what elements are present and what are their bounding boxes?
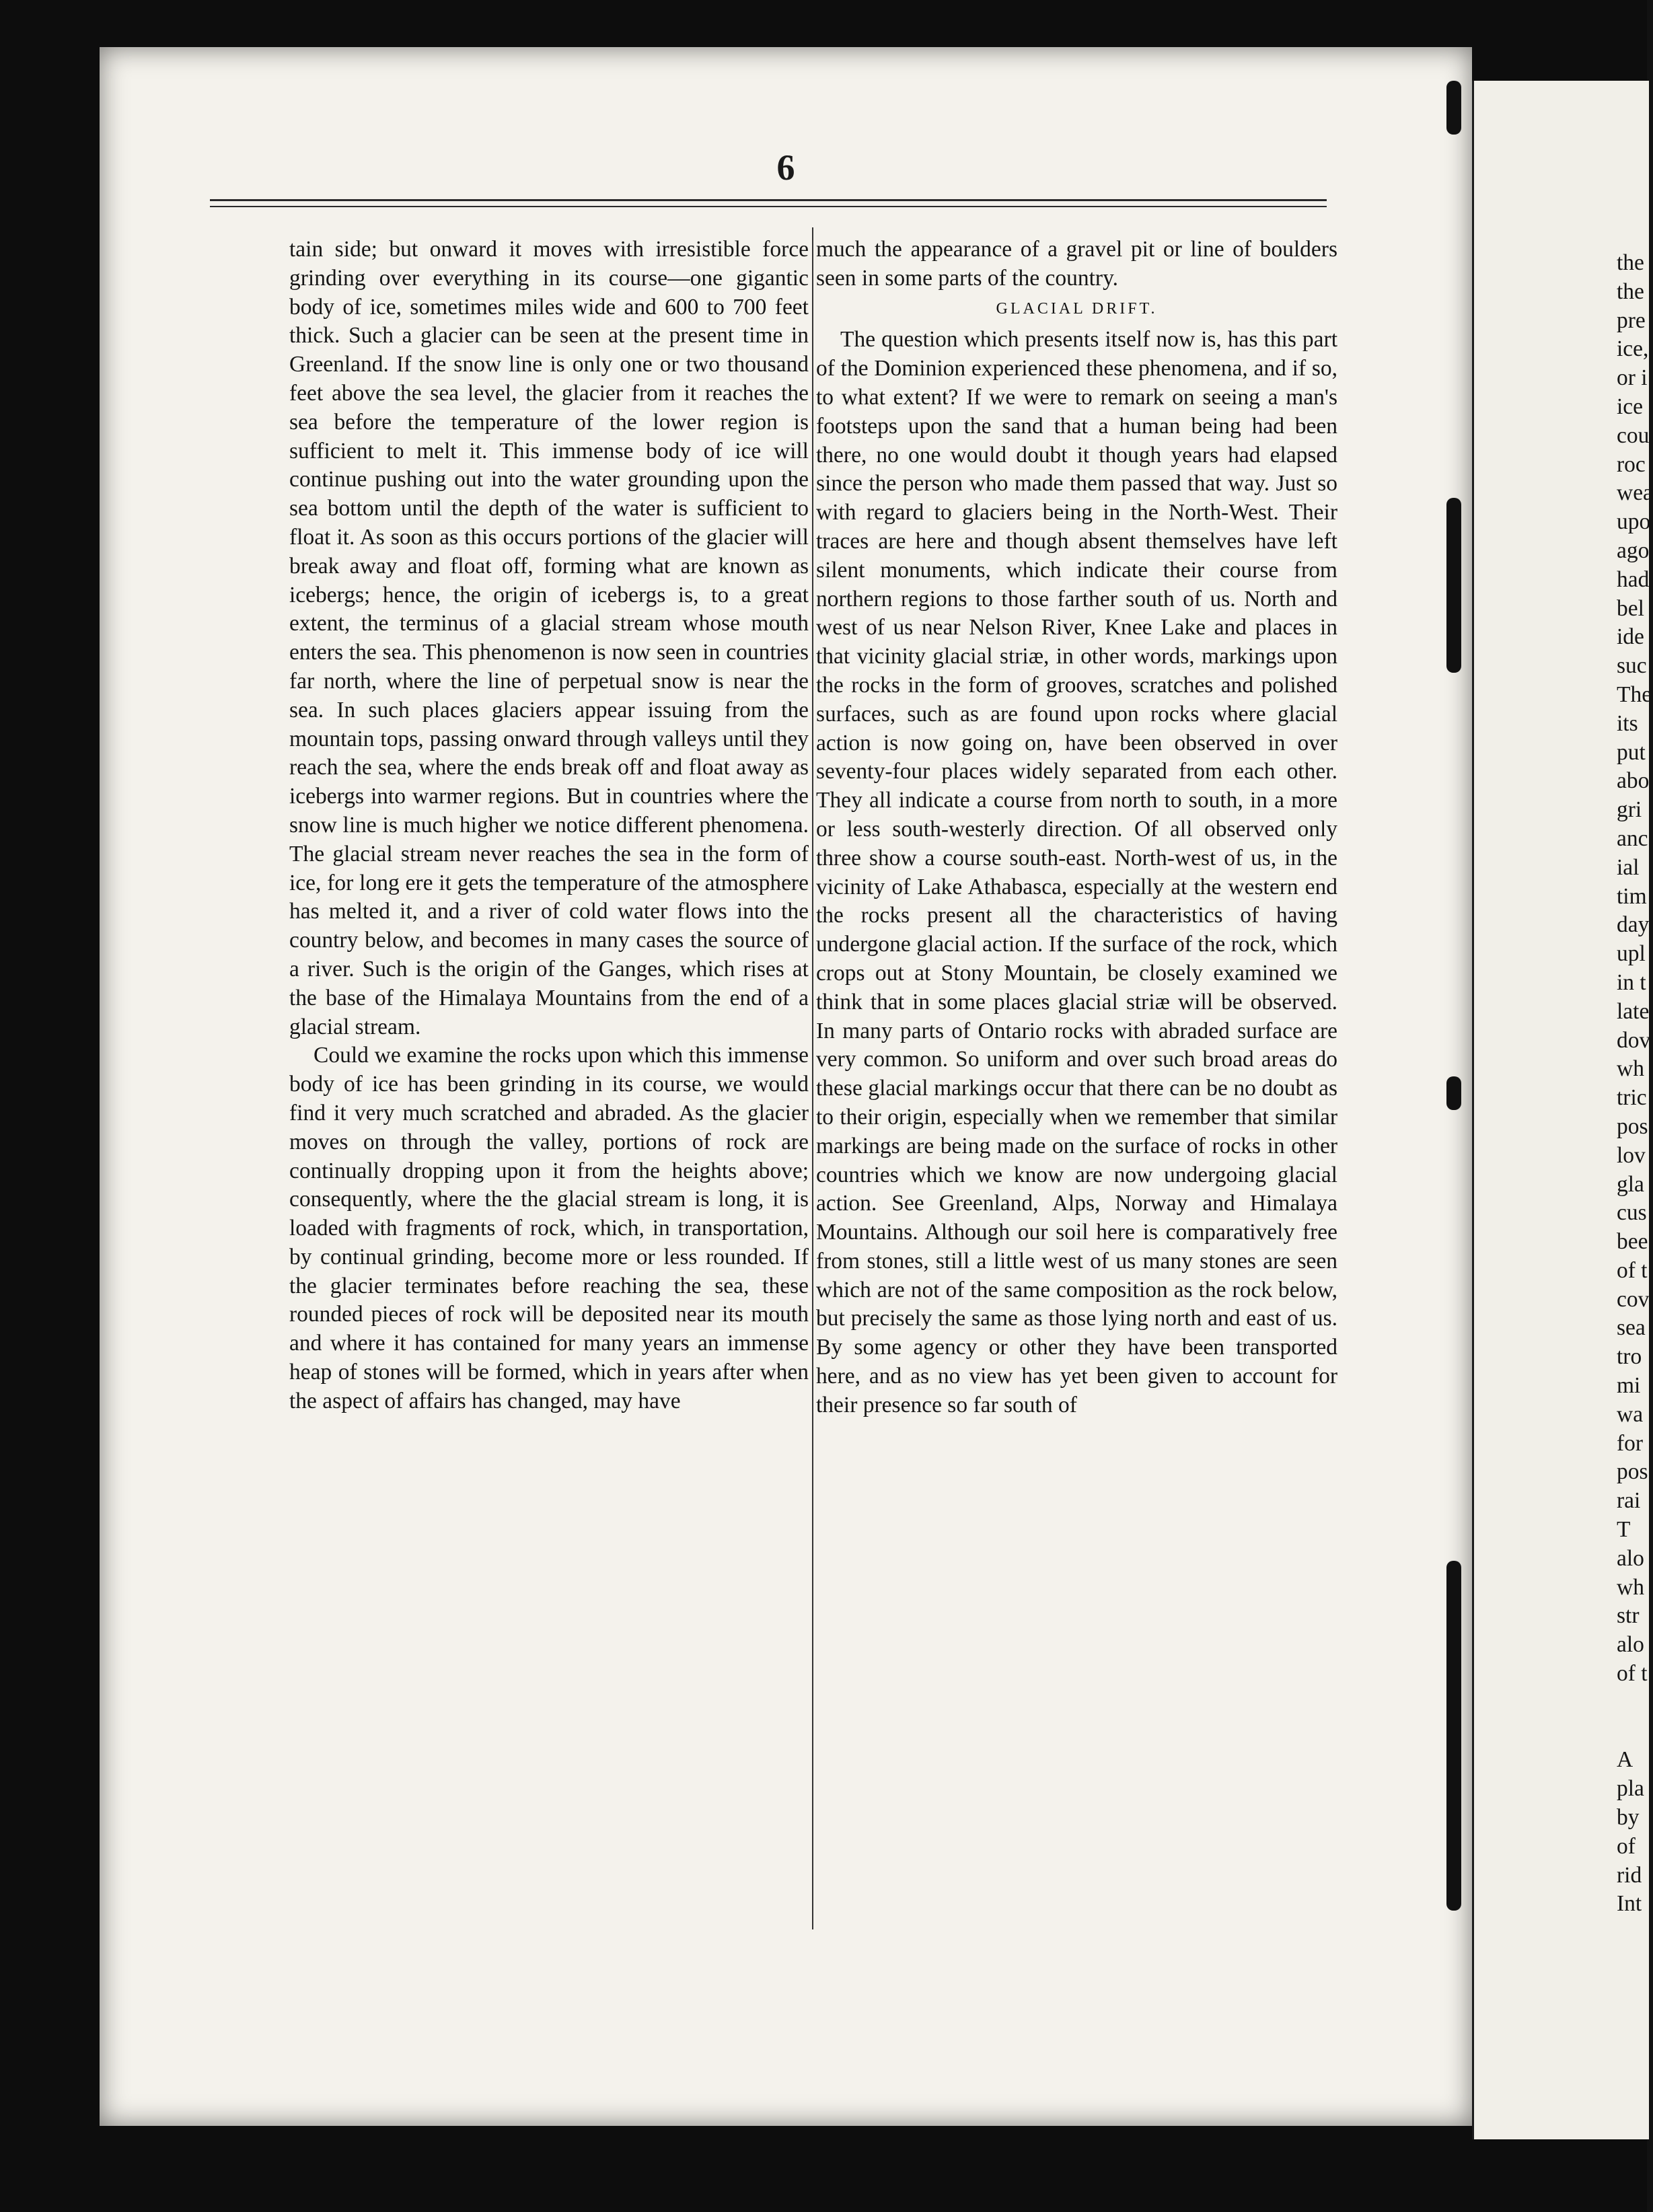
binding-stitch bbox=[1446, 81, 1461, 135]
header-rule-top bbox=[210, 199, 1327, 201]
facing-page-fragment: wh bbox=[1617, 1056, 1644, 1082]
facing-page-fragment: cov bbox=[1617, 1286, 1650, 1312]
paragraph-rock-examination: Could we examine the rocks upon which this immense body of ice has been grinding in its course, we would find it very much scratched and abraded. As the glacier moves on through the valley, portions of rock are continually dropping upon it from the heights above; consequently, where the the glacial stream is long, it is loaded with fragments of rock, which, in transportation, by continual grinding, become more or less rounded. If the glacier terminates before reaching the sea, these rounded pieces of rock will be deposited near its mouth and where it has contained for many years an immense heap of stones will be formed, which in years after when the aspect of affairs has changed, may have bbox=[289, 1043, 809, 1413]
facing-page-fragment: of bbox=[1617, 1833, 1636, 1859]
facing-page-fragment: ial bbox=[1617, 854, 1640, 880]
facing-page-fragment: The bbox=[1617, 681, 1652, 707]
facing-page-fragment bbox=[1617, 1718, 1653, 1746]
facing-page-fragment: T bbox=[1617, 1517, 1631, 1543]
paragraph-continuation: much the appearance of a gravel pit or line of boulders seen in some parts of the country. bbox=[816, 237, 1337, 291]
facing-page-fragment: the bbox=[1617, 279, 1644, 304]
header-rule-bottom bbox=[210, 206, 1327, 207]
section-heading: GLACIAL DRIFT. bbox=[996, 299, 1158, 318]
facing-page-fragment: wea bbox=[1617, 480, 1653, 506]
facing-page-fragment: rid bbox=[1617, 1862, 1642, 1888]
facing-page-fragment: Int bbox=[1617, 1891, 1642, 1917]
facing-page-fragment: pos bbox=[1617, 1459, 1648, 1485]
binding-spine bbox=[1446, 81, 1467, 2032]
paragraph-glacial-drift: The question which presents itself now is, has this part of the Dominion experienced these phenomena, and if so, to what extent? If we were to remark on seeing a man's footsteps upon the sand that a human being had been there, no one would doubt it though years had elapsed since the person who made them passed that way. Just so with regard to glaciers being in the North-West. Their traces are here and though absent themselves have left silent monuments, which indicate their course from northern regions to those farther south of us. North and west of us near Nelson River, Knee Lake and places in that vicinity glacial striæ, in other words, markings upon the rocks in the form of grooves, scratches and polished surfaces, such as are found upon rocks where glacial action is now going on, have been observed in over seventy-four places widely separated from each other. They all indicate a course from north to south, in a more or less south-westerly direction. Of all observed only three show a course south-east. North-west of us, in the vicinity of Lake Athabasca, especially at the western end the rocks present all the characteristics of having undergone glacial action. If the surface of the rock, which crops out at Stony Mountain, be closely examined we think that in some places glacial striæ will be observed. In many parts of Ontario rocks with abraded surface are very common. So uniform and over such broad areas do these glacial markings occur that there can be no doubt as to their origin, especially when we remember that similar markings are being made on the surface of rocks in other countries which we know are now undergoing glacial action. See Greenland, Alps, Norway and Himalaya Mountains. Although our soil here is comparatively free from stones, still a little west of us many stones are seen which are not of the same composition as the rock below, but precisely the same as those lying north and east of us. By some agency or other they have been transported here, and as no view has yet been given to account for their presence so far south of bbox=[816, 327, 1337, 1417]
facing-page-fragment: in t bbox=[1617, 969, 1646, 995]
facing-page-fragment: dov bbox=[1617, 1027, 1651, 1053]
facing-page-fragment: by bbox=[1617, 1805, 1640, 1831]
facing-page-fragment: sea bbox=[1617, 1315, 1646, 1341]
facing-page-fragment: ice, bbox=[1617, 336, 1649, 362]
facing-page-fragment: upl bbox=[1617, 941, 1646, 967]
facing-page-fragment: of t bbox=[1617, 1257, 1648, 1283]
left-column bbox=[289, 235, 809, 1416]
facing-page-fragment: pre bbox=[1617, 307, 1646, 333]
right-column bbox=[816, 235, 1337, 1420]
facing-page-fragment bbox=[1617, 1689, 1653, 1718]
facing-page-fragment: of t bbox=[1617, 1661, 1648, 1687]
facing-page-fragment: for bbox=[1617, 1430, 1644, 1456]
facing-page-fragment: put bbox=[1617, 739, 1646, 765]
facing-page-fragment: lov bbox=[1617, 1142, 1646, 1168]
facing-page-fragment: tric bbox=[1617, 1085, 1647, 1111]
facing-page-fragment: bee bbox=[1617, 1229, 1648, 1255]
facing-page-fragment: upo bbox=[1617, 509, 1651, 535]
facing-page-fragment: late bbox=[1617, 998, 1650, 1024]
facing-page-fragment: tro bbox=[1617, 1344, 1642, 1370]
facing-page-fragment: pla bbox=[1617, 1776, 1644, 1802]
paragraph-glacier-movement: tain side; but onward it moves with irresistible force grinding over everything in its course—one gigantic body of ice, sometimes miles wide and 600 to 700 feet thick. Such a glacier can be seen at the present time in Greenland. If the snow line is only one or two thousand feet above the sea level, the glacier from it reaches the sea before the temperature of the lower region is sufficient to melt it. This immense body of ice will continue pushing out into the water grounding upon the sea bottom until the depth of the water is sufficient to float it. As soon as this occurs portions of the glacier will break away and float off, forming what are known as icebergs; hence, the origin of icebergs is, to a great extent, the terminus of a glacial stream whose mouth enters the sea. This phenomenon is now seen in countries far north, where the line of perpetual snow is near the sea. In such places glaciers appear issuing from the mountain tops, passing onward through valleys until they reach the sea, where the ends break off and float away as icebergs into warmer regions. But in countries where the snow line is much higher we notice different phenomena. The glacial stream never reaches the sea in the form of ice, for long ere it gets the temperature of the atmosphere has melted it, and a river of cold water flows into the country below, and becomes in many cases the source of a river. Such is the origin of the Ganges, which rises at the base of the Himalaya Mountains from the end of a glacial stream. bbox=[289, 237, 809, 1039]
facing-page-fragment: A bbox=[1617, 1747, 1633, 1773]
binding-stitch bbox=[1446, 498, 1461, 673]
binding-stitch bbox=[1446, 1561, 1461, 1911]
facing-page-fragment: the bbox=[1617, 250, 1644, 275]
facing-page-fragment: anc bbox=[1617, 825, 1648, 851]
facing-page-fragment: pos bbox=[1617, 1113, 1648, 1139]
column-divider bbox=[812, 227, 813, 1929]
facing-page-fragment: tim bbox=[1617, 883, 1647, 909]
facing-page-fragment: suc bbox=[1617, 653, 1647, 679]
binding-stitch bbox=[1446, 1076, 1461, 1110]
facing-page-fragment: had bbox=[1617, 566, 1650, 592]
facing-page-fragment: ice bbox=[1617, 394, 1644, 419]
facing-page-fragments bbox=[1617, 249, 1653, 1919]
facing-page-fragment: day bbox=[1617, 912, 1650, 938]
facing-page-fragment: gla bbox=[1617, 1171, 1644, 1197]
facing-page-fragment: gri bbox=[1617, 797, 1642, 823]
facing-page-fragment: cus bbox=[1617, 1200, 1647, 1226]
facing-page-fragment: mi bbox=[1617, 1373, 1641, 1399]
facing-page-fragment: wa bbox=[1617, 1401, 1644, 1427]
facing-page-fragment: ide bbox=[1617, 624, 1644, 650]
facing-page-fragment: wh bbox=[1617, 1574, 1644, 1600]
facing-page-fragment: alo bbox=[1617, 1632, 1644, 1658]
facing-page-fragment: ago bbox=[1617, 538, 1650, 563]
facing-page-fragment: alo bbox=[1617, 1545, 1644, 1571]
facing-page-fragment: str bbox=[1617, 1603, 1640, 1629]
facing-page-fragment: bel bbox=[1617, 595, 1644, 621]
facing-page-fragment: cou bbox=[1617, 422, 1650, 448]
page-number: 6 bbox=[776, 147, 795, 188]
facing-page-fragment: its bbox=[1617, 710, 1638, 736]
facing-page-fragment: rai bbox=[1617, 1488, 1641, 1514]
facing-page-fragment: or i bbox=[1617, 365, 1648, 391]
facing-page-fragment: abo bbox=[1617, 768, 1650, 794]
facing-page-fragment: roc bbox=[1617, 451, 1646, 477]
facing-page bbox=[1472, 81, 1653, 2139]
